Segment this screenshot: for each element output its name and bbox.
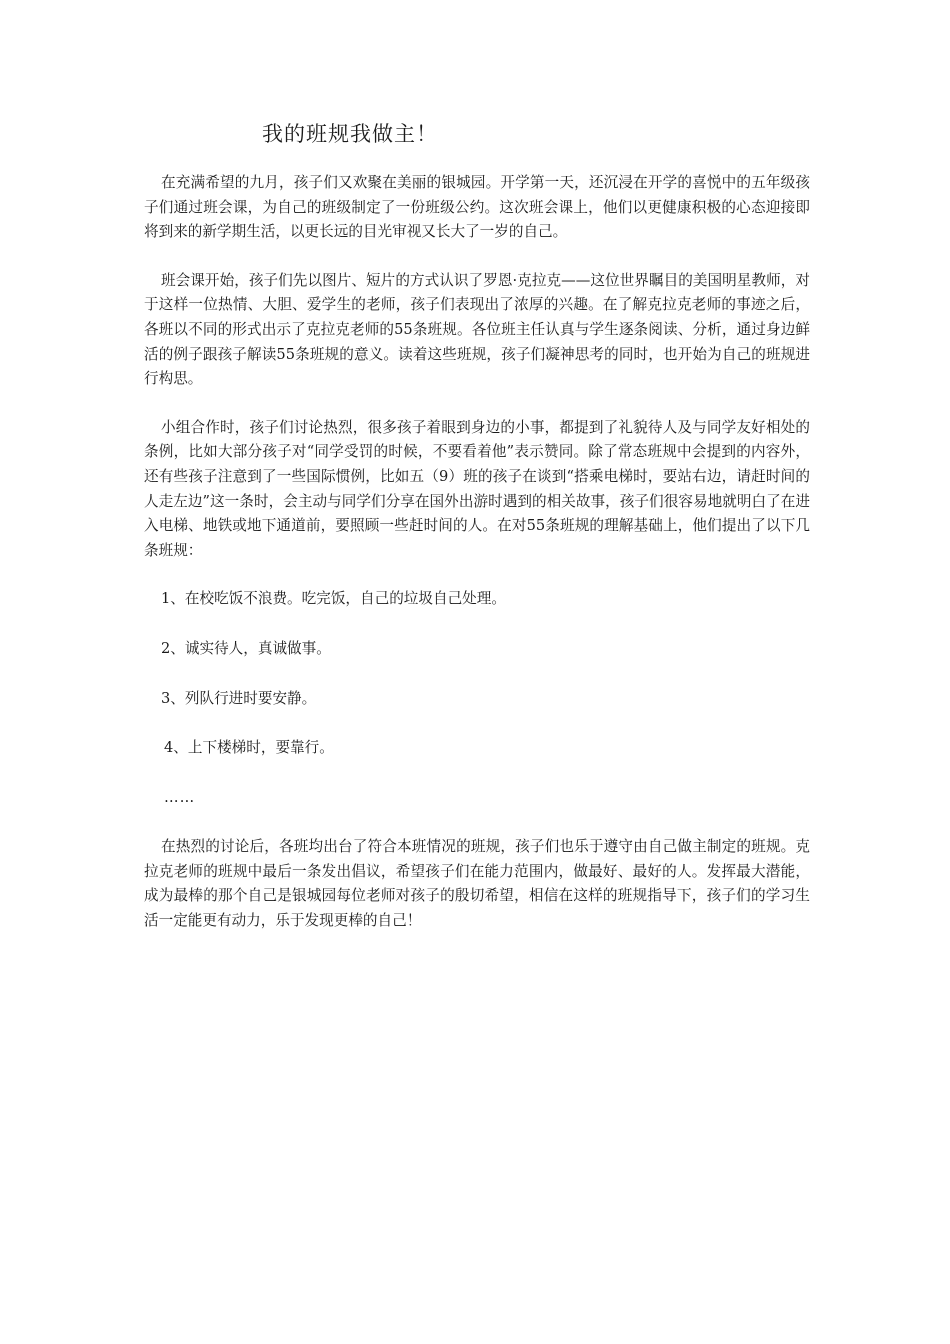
paragraph-closing: 在热烈的讨论后，各班均出台了符合本班情况的班规，孩子们也乐于遵守由自己做主制定的班规。克拉克老师的班规中最后一条发出倡议，希望孩子们在能力范围内，做最好、最好的人。发挥最大潜能，成为最棒的那个自己是银城园每位老师对孩子的殷切希望，相信在这样的班规指导下，孩子们的学习生活一定能更有动力，乐于发现更棒的自己！ [144,838,810,930]
rule-item: 2、诚实待人，真诚做事。 [161,639,331,657]
rule-item: 3、列队行进时要安静。 [161,689,317,707]
document-page [144,118,810,934]
rule-item: 1、在校吃饭不浪费。吃完饭，自己的垃圾自己处理。 [161,590,506,608]
document-title: 我的班规我做主！ [262,122,438,146]
paragraph-group-work: 小组合作时，孩子们讨论热烈，很多孩子着眼到身边的小事，都提到了礼貌待人及与同学友好相处的条例，比如大部分孩子对“同学受罚的时候，不要看着他”表示赞同。除了常态班规中会提到的内容外，还有些孩子注意到了一些国际惯例，比如五（9）班的孩子在谈到“搭乘电梯时，要站右边，请赶时间的人走左边”这一条时，会主动与同学们分享在国外出游时遇到的相关故事，孩子们很容易地就明白了在进入电梯、地铁或地下通道前，要照顾一些赶时间的人。在对55条班规的理解基础上，他们提出了以下几条班规： [144,418,810,559]
paragraph-intro: 在充满希望的九月，孩子们又欢聚在美丽的银城园。开学第一天，还沉浸在开学的喜悦中的五年级孩子们通过班会课，为自己的班级制定了一份班级公约。这次班会课上，他们以更健康积极的心态迎接即将到来的新学期生活，以更长远的目光审视又长大了一岁的自己。 [144,174,810,241]
rule-item: 4、上下楼梯时，要靠行。 [164,739,334,757]
list-ellipsis: …… [164,788,196,806]
paragraph-class-meeting: 班会课开始，孩子们先以图片、短片的方式认识了罗恩·克拉克——这位世界瞩目的美国明星教师，对于这样一位热情、大胆、爱学生的老师，孩子们表现出了浓厚的兴趣。在了解克拉克老师的事迹之后，各班以不同的形式出示了克拉克老师的55条班规。各位班主任认真与学生逐条阅读、分析，通过身边鲜活的例子跟孩子解读55条班规的意义。读着这些班规，孩子们凝神思考的同时，也开始为自己的班规进行构思。 [144,271,810,388]
rules-list [144,587,810,760]
